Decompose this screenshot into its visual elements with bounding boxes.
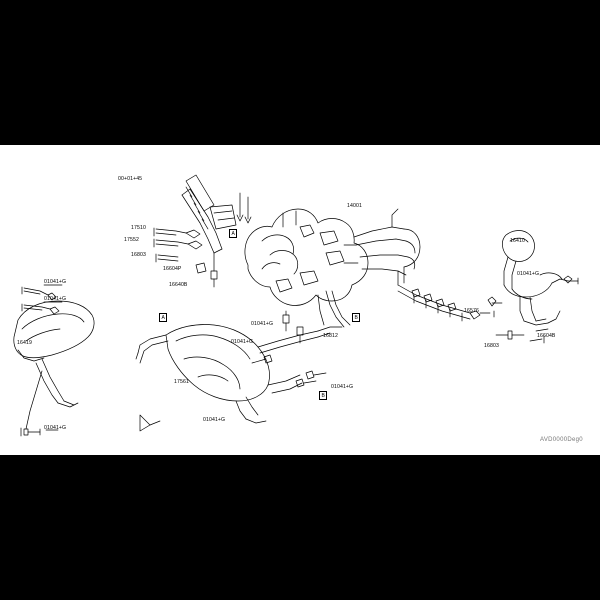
part-label: 01041+G <box>331 384 354 390</box>
right-assembly <box>480 231 578 344</box>
callout-b-lower: B <box>319 391 327 400</box>
part-label: 17561 <box>174 379 189 385</box>
part-label: 16812 <box>323 333 338 339</box>
part-label: 01041+G <box>251 321 274 327</box>
engine-block <box>245 209 480 327</box>
part-label: 16803 <box>131 252 146 258</box>
part-label: 01041+G <box>517 271 540 277</box>
part-label: 00+01+45 <box>118 176 143 182</box>
part-label: 16640B <box>169 282 188 288</box>
part-label: 01041+G <box>203 417 226 423</box>
part-label: 16604P <box>163 266 182 272</box>
callout-b-upper: B <box>352 313 360 322</box>
part-label: 01041+G <box>44 425 67 431</box>
part-label: 16803 <box>484 343 499 349</box>
part-label: 16410 <box>510 238 525 244</box>
part-label: 16604B <box>537 333 556 339</box>
part-label: 01041+G <box>44 296 67 302</box>
part-label: 17510 <box>131 225 146 231</box>
watermark-text: AVD0000Deg0 <box>540 437 583 443</box>
diagram-linework <box>0 145 600 455</box>
diagram-canvas <box>0 145 600 455</box>
part-label: 16576 <box>464 308 479 314</box>
part-label: 16419 <box>17 340 32 346</box>
lower-center-assembly <box>136 311 342 431</box>
part-label: 17552 <box>124 237 139 243</box>
part-label: 01041+G <box>231 339 254 345</box>
part-label: 14001 <box>347 203 362 209</box>
callout-a-upper: A <box>229 229 237 238</box>
part-label: 01041+G <box>44 279 67 285</box>
left-shield-assembly <box>14 285 94 436</box>
callout-a-lower: A <box>159 313 167 322</box>
